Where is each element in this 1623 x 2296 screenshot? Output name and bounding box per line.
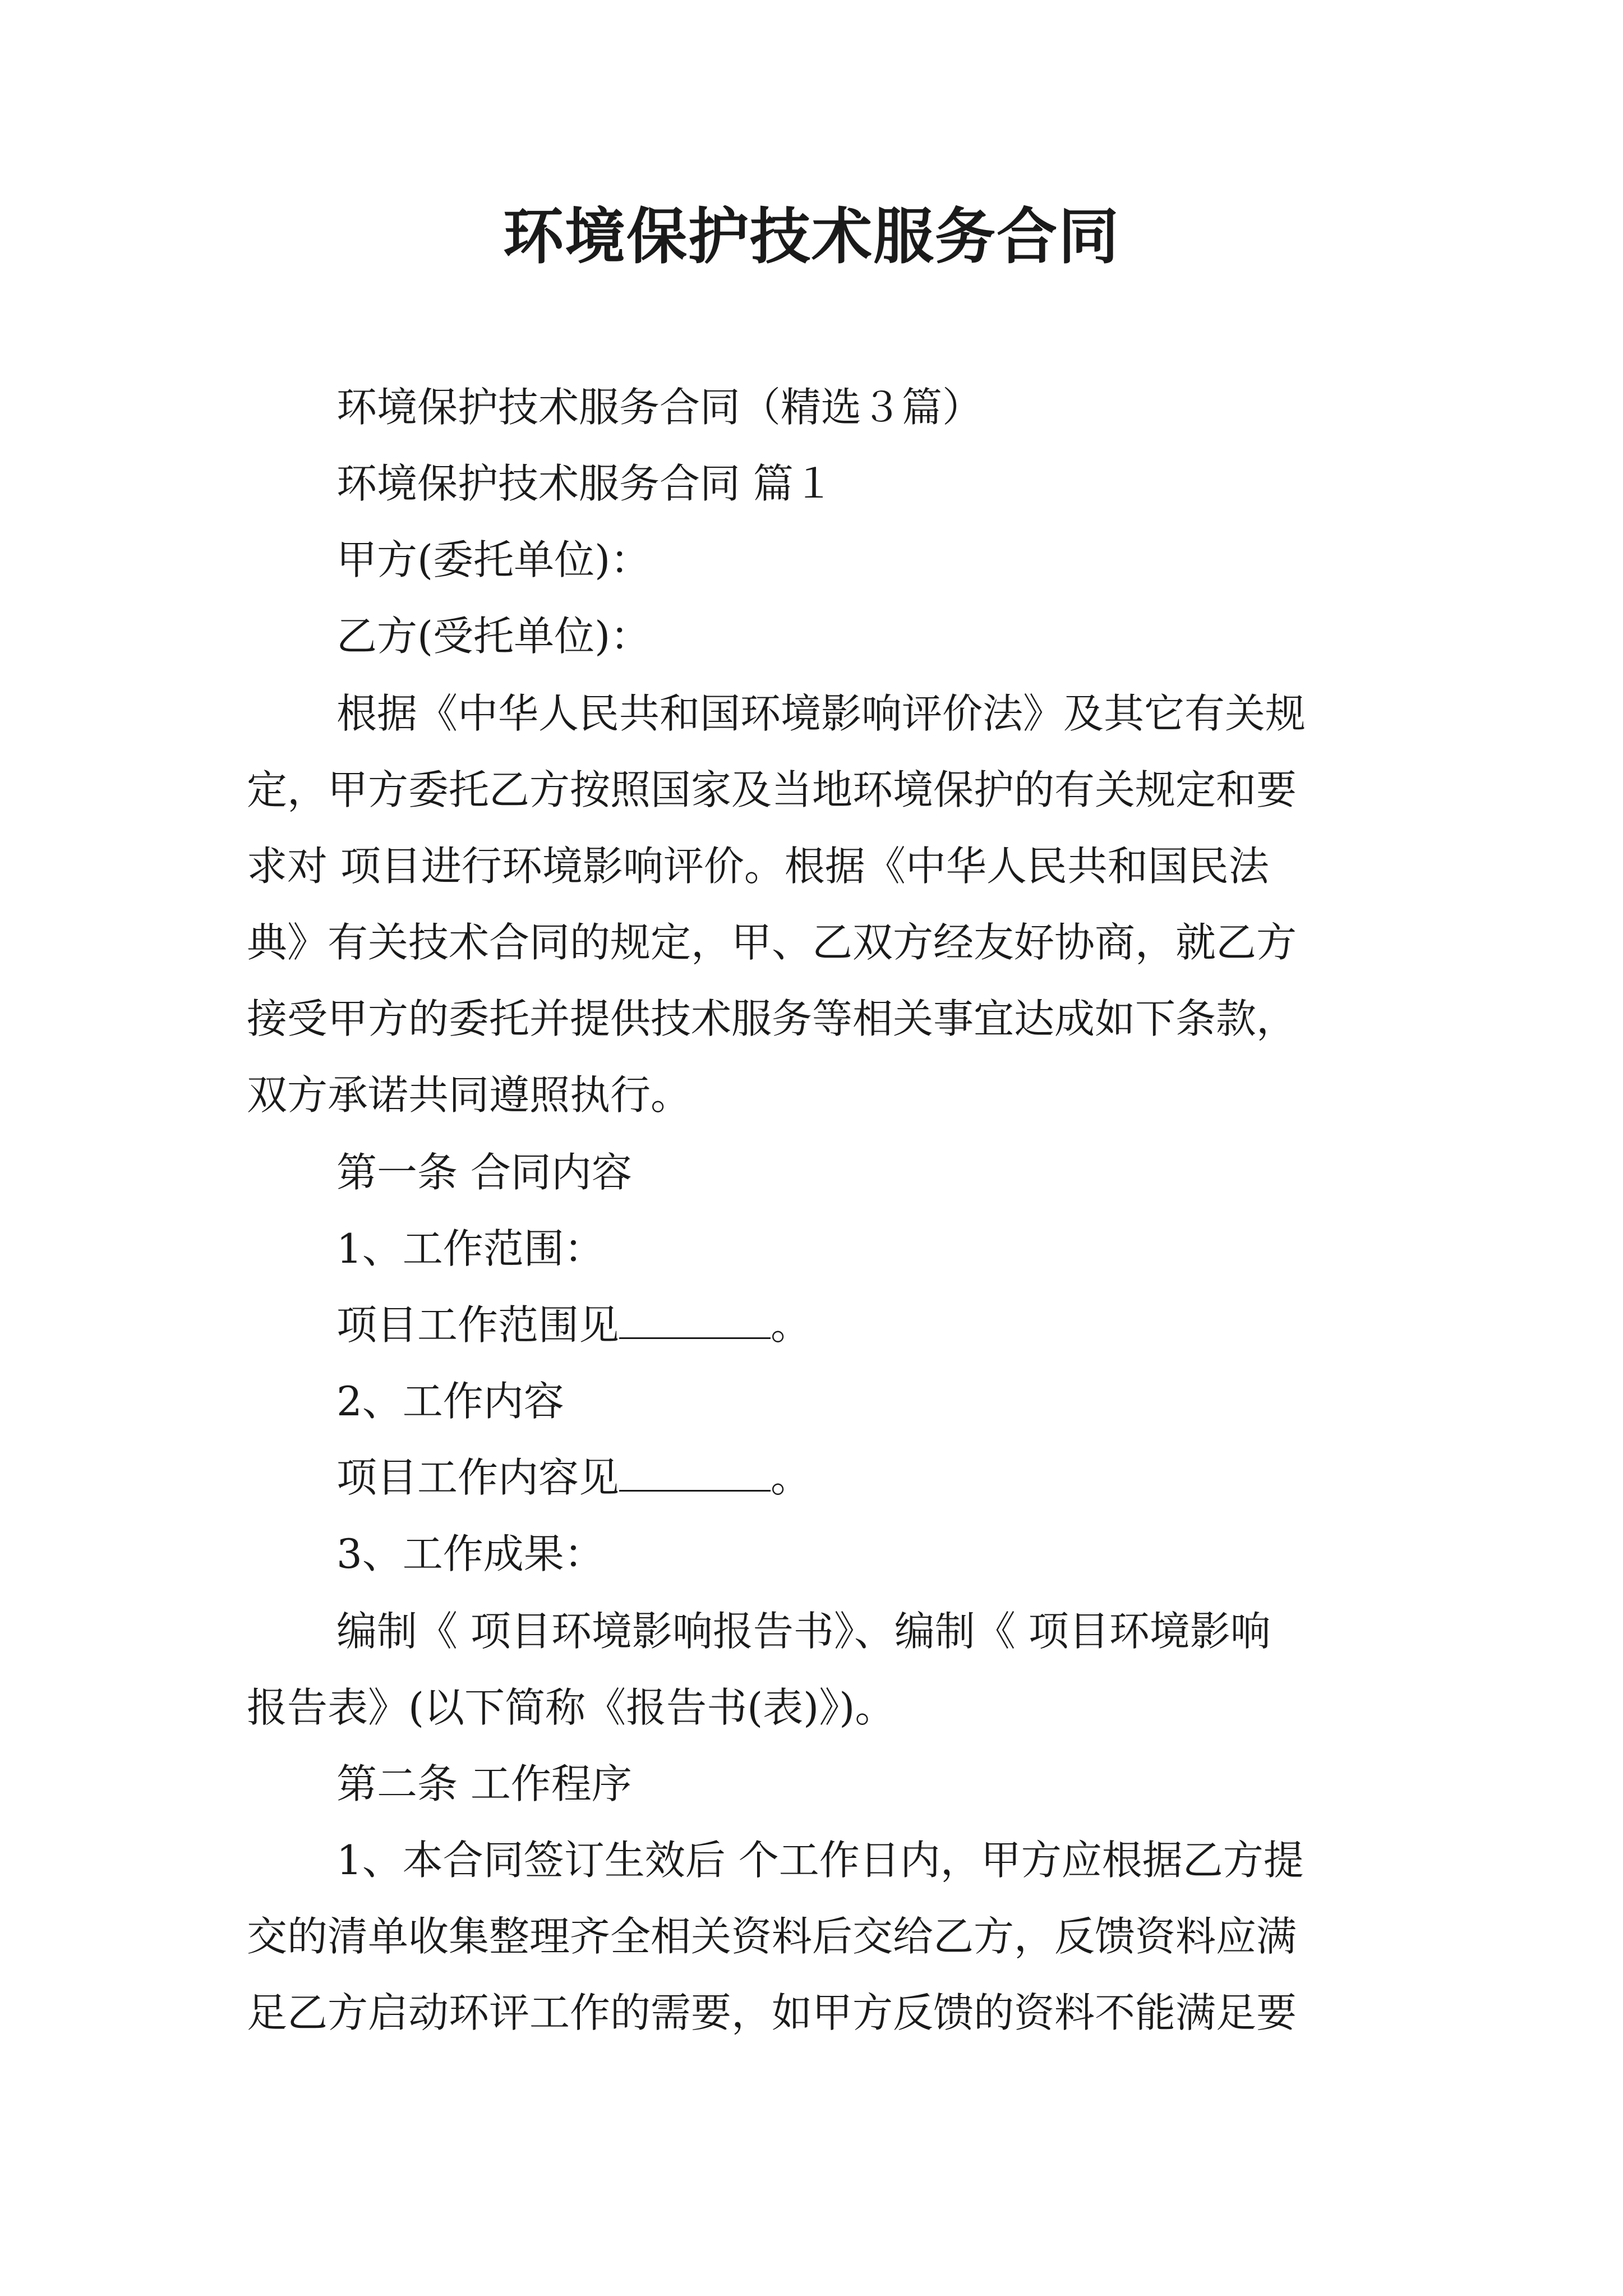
paragraph-line: 求对 项目进行环境影响评价。根据《中华人民共和国民法 [247, 843, 1269, 890]
fill-in-end: 。 [771, 1454, 811, 1501]
paragraph-line: 交的清单收集整理齐全相关资料后交给乙方，反馈资料应满 [247, 1913, 1297, 1960]
paragraph-line: 1、本合同签订生效后 个工作日内，甲方应根据乙方提 [336, 1837, 1304, 1884]
fill-in-end: 。 [771, 1301, 811, 1349]
paragraph-line: 典》有关技术合同的规定，甲、乙双方经友好协商，就乙方 [247, 919, 1297, 966]
clause-heading: 1、工作范围： [336, 1225, 605, 1272]
paragraph-line: 足乙方启动环评工作的需要，如甲方反馈的资料不能满足要 [247, 1989, 1297, 2036]
fill-in-line [0, 1297, 1623, 1353]
subtitle-line: 环境保护技术服务合同（精选３篇） [336, 384, 983, 431]
fill-in-blank [619, 1303, 771, 1339]
party-b-line: 乙方(受托单位)： [336, 613, 651, 660]
fill-in-label: 项目工作范围见 [336, 1301, 620, 1349]
paragraph-line: 报告表》(以下简称《报告书(表)》)。 [247, 1684, 896, 1731]
paragraph-line: 定，甲方委托乙方按照国家及当地环境保护的有关规定和要 [247, 766, 1297, 813]
clause-heading: 2、工作内容 [336, 1378, 564, 1425]
article-heading: 第一条 合同内容 [336, 1149, 632, 1196]
paragraph-line: 双方承诺共同遵照执行。 [247, 1071, 691, 1119]
fill-in-blank [619, 1455, 771, 1492]
paragraph-line: 接受甲方的委托并提供技术服务等相关事宜达成如下条款， [247, 995, 1297, 1042]
section-heading: 环境保护技术服务合同 篇１ [336, 460, 834, 507]
party-a-line: 甲方(委托单位)： [336, 536, 651, 583]
paragraph-line: 根据《中华人民共和国环境影响评价法》及其它有关规 [336, 690, 1306, 737]
clause-heading: 3、工作成果： [336, 1530, 605, 1577]
document-title: 环境保护技术服务合同 [502, 201, 1120, 272]
fill-in-label: 项目工作内容见 [336, 1454, 620, 1501]
paragraph-line: 编制《 项目环境影响报告书》、编制《 项目环境影响 [336, 1608, 1271, 1655]
fill-in-line [0, 1450, 1623, 1506]
article-heading: 第二条 工作程序 [336, 1760, 632, 1807]
